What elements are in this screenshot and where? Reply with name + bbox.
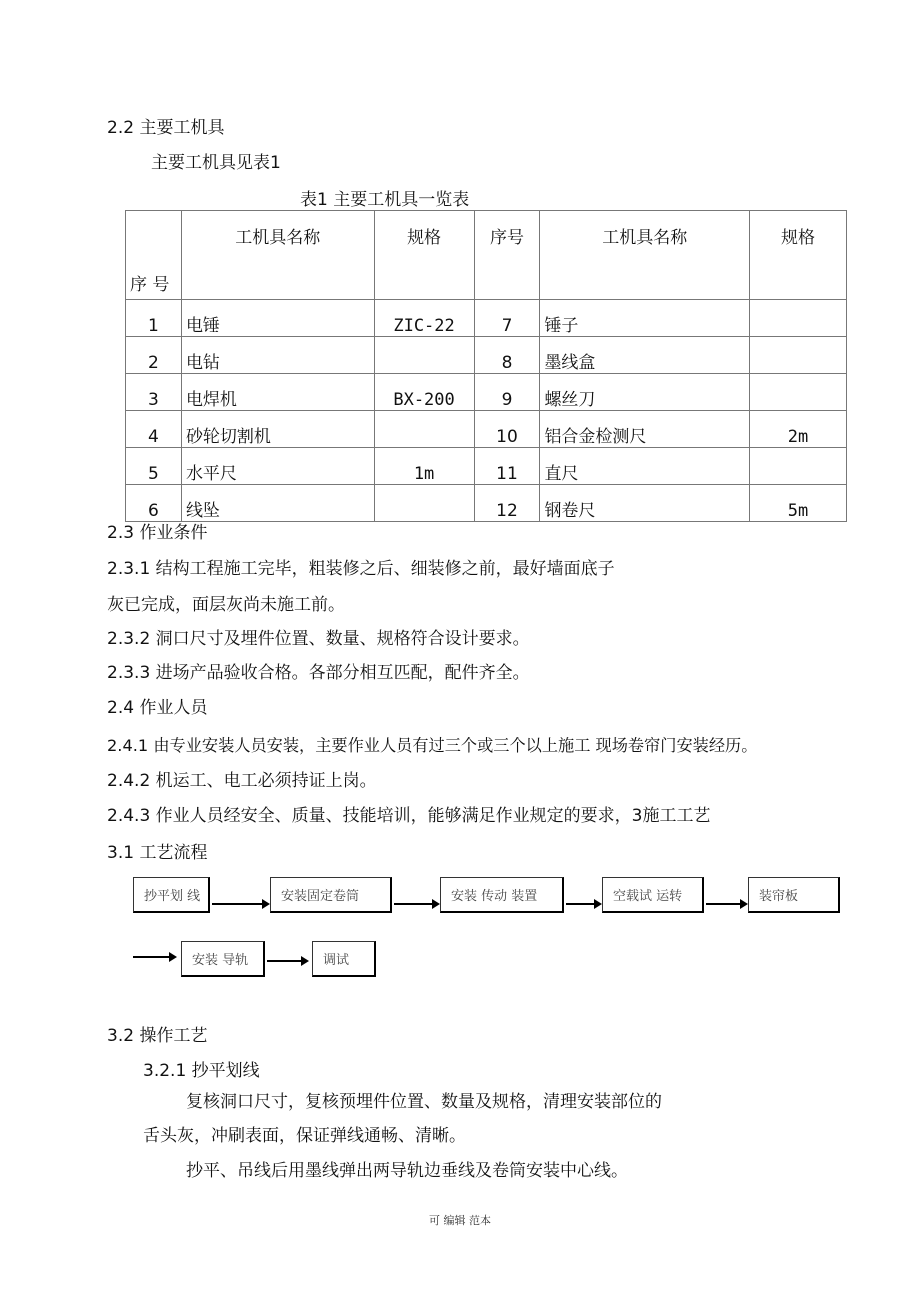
cell-tool-name: 砂轮切割机 [181, 411, 374, 448]
table-header-row [126, 211, 847, 300]
table-row [126, 448, 847, 485]
flow-arrow-icon [394, 903, 438, 905]
table-row [126, 485, 847, 522]
page-footer: 可 编辑 范本 [429, 1214, 491, 1227]
cell-seq: 4 [126, 411, 182, 448]
cell-seq: 5 [126, 448, 182, 485]
cell-spec-2 [750, 300, 847, 337]
cell-seq-2: 8 [474, 337, 540, 374]
flow-arrow-icon [267, 960, 307, 962]
cell-seq: 2 [126, 337, 182, 374]
header-seq-2: 序号 [474, 211, 540, 300]
table-row [126, 374, 847, 411]
section-2-4-title: 2.4 作业人员 [107, 698, 208, 718]
cell-seq-2: 9 [474, 374, 540, 411]
section-3-2-1-para2: 抄平、吊线后用墨线弹出两导轨边垂线及卷筒安装中心线。 [186, 1161, 628, 1181]
cell-spec [374, 485, 474, 522]
cell-seq: 3 [126, 374, 182, 411]
flow-arrow-icon [212, 903, 268, 905]
cell-tool-name: 电锤 [181, 300, 374, 337]
flow-step-5: 装帘板 [748, 877, 840, 913]
cell-tool-name-2: 螺丝刀 [540, 374, 750, 411]
section-2-4-3: 2.4.3 作业人员经安全、质量、技能培训，能够满足作业规定的要求，3施工工艺 [107, 806, 711, 826]
cell-spec [374, 411, 474, 448]
cell-tool-name-2: 直尺 [540, 448, 750, 485]
flow-step-3: 安装 传动 装置 [440, 877, 564, 913]
section-2-2-title: 2.2 主要工机具 [107, 118, 225, 138]
section-2-3-1-line1: 2.3.1 结构工程施工完毕，粗装修之后、细装修之前，最好墙面底子 [107, 559, 615, 579]
cell-tool-name-2: 墨线盒 [540, 337, 750, 374]
cell-spec-2: 2m [750, 411, 847, 448]
table-row [126, 337, 847, 374]
cell-seq: 1 [126, 300, 182, 337]
header-spec-2: 规格 [750, 211, 847, 300]
cell-seq: 6 [126, 485, 182, 522]
flow-arrow-icon [133, 956, 175, 958]
cell-spec-2 [750, 337, 847, 374]
header-spec: 规格 [374, 211, 474, 300]
cell-tool-name: 电钻 [181, 337, 374, 374]
section-2-3-title: 2.3 作业条件 [107, 523, 208, 543]
flow-step-4: 空载试 运转 [602, 877, 704, 913]
cell-spec: BX-200 [374, 374, 474, 411]
flow-arrow-icon [706, 903, 746, 905]
flow-arrow-icon [566, 903, 600, 905]
section-3-2-1-para1-line1: 复核洞口尺寸，复核预埋件位置、数量及规格，清理安装部位的 [186, 1092, 662, 1112]
cell-tool-name-2: 钢卷尺 [540, 485, 750, 522]
section-3-2-1-para1-line2: 舌头灰，冲刷表面，保证弹线通畅、清晰。 [143, 1126, 466, 1146]
section-2-4-1: 2.4.1 由专业安装人员安装，主要作业人员有过三个或三个以上施工 现场卷帘门安装经历。 [107, 736, 758, 755]
cell-spec: 1m [374, 448, 474, 485]
flow-step-7: 调试 [312, 941, 376, 977]
section-3-1-title: 3.1 工艺流程 [107, 843, 208, 863]
cell-tool-name: 电焊机 [181, 374, 374, 411]
section-2-4-2: 2.4.2 机运工、电工必须持证上岗。 [107, 771, 377, 791]
tools-table [125, 210, 847, 522]
cell-tool-name-2: 铝合金检测尺 [540, 411, 750, 448]
cell-spec: ZIC-22 [374, 300, 474, 337]
cell-spec-2: 5m [750, 485, 847, 522]
section-3-2-title: 3.2 操作工艺 [107, 1026, 208, 1046]
cell-spec [374, 337, 474, 374]
cell-spec-2 [750, 448, 847, 485]
cell-tool-name: 线坠 [181, 485, 374, 522]
section-3-2-1-title: 3.2.1 抄平划线 [143, 1061, 260, 1081]
header-tool-name-2: 工机具名称 [540, 211, 750, 300]
table-caption: 表1 主要工机具一览表 [300, 190, 470, 210]
cell-tool-name: 水平尺 [181, 448, 374, 485]
cell-spec-2 [750, 374, 847, 411]
table-row [126, 411, 847, 448]
section-2-3-2: 2.3.2 洞口尺寸及埋件位置、数量、规格符合设计要求。 [107, 629, 530, 649]
header-seq: 序 号 [126, 211, 182, 300]
cell-seq-2: 7 [474, 300, 540, 337]
section-2-3-3: 2.3.3 进场产品验收合格。各部分相互匹配，配件齐全。 [107, 663, 530, 683]
cell-seq-2: 12 [474, 485, 540, 522]
cell-tool-name-2: 锤子 [540, 300, 750, 337]
flow-step-2: 安装固定卷筒 [270, 877, 392, 913]
flow-step-1: 抄平划 线 [133, 877, 210, 913]
cell-seq-2: 10 [474, 411, 540, 448]
table-row [126, 300, 847, 337]
section-2-3-1-line2: 灰已完成，面层灰尚未施工前。 [107, 595, 345, 615]
flow-step-6: 安装 导轨 [181, 941, 265, 977]
header-tool-name: 工机具名称 [181, 211, 374, 300]
section-2-2-text: 主要工机具见表1 [151, 153, 281, 173]
cell-seq-2: 11 [474, 448, 540, 485]
